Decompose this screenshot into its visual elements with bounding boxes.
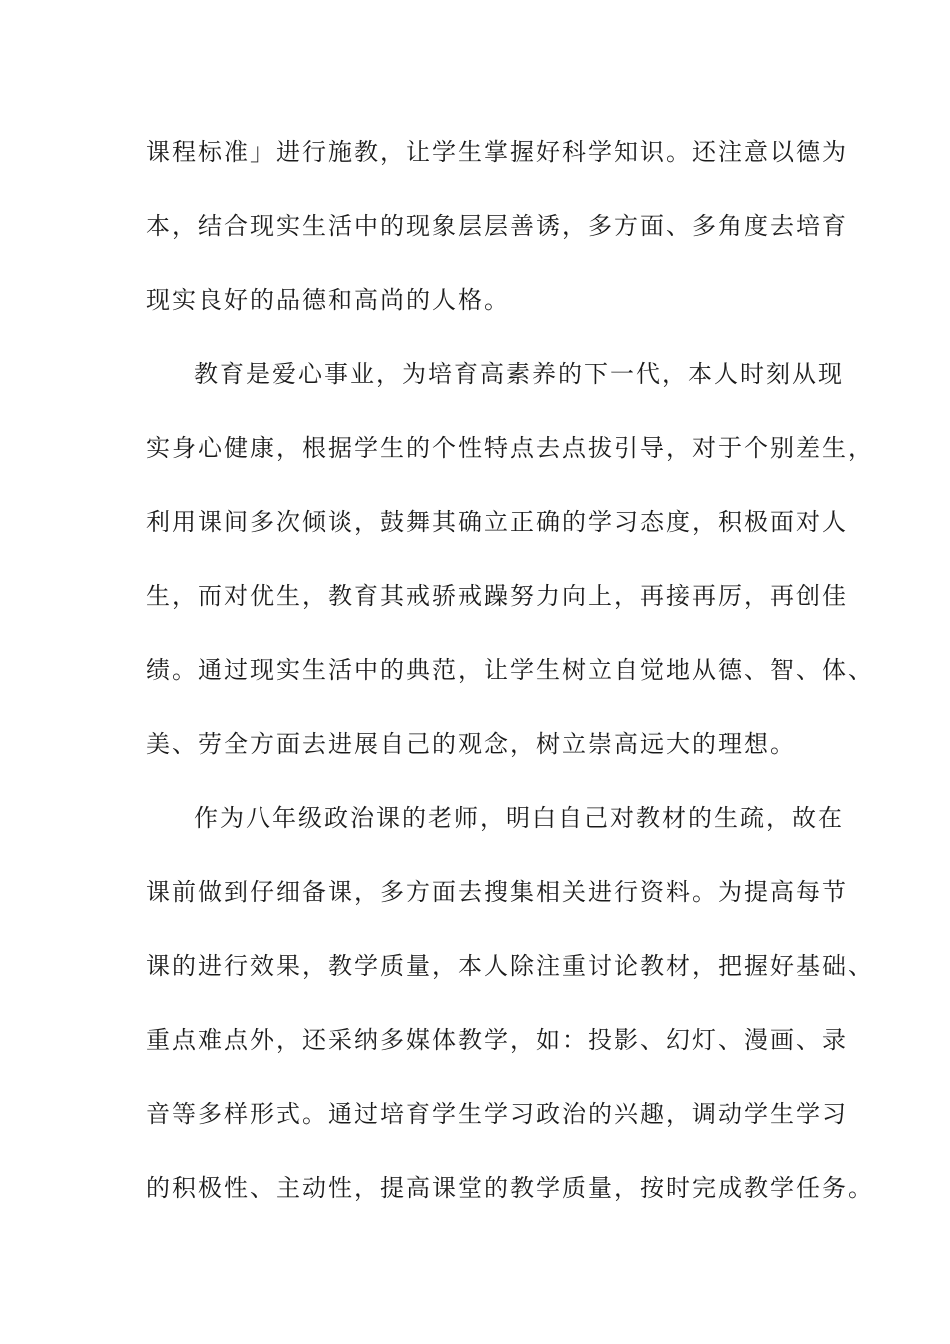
text-line: 重点难点外，还采纳多媒体教学，如：投影、幻灯、漫画、录 bbox=[146, 1026, 848, 1054]
text-line: 生，而对优生，教育其戒骄戒躁努力向上，再接再厉，再创佳 bbox=[146, 582, 848, 610]
text-line: 音等多样形式。通过培育学生学习政治的兴趣，调动学生学习 bbox=[146, 1100, 848, 1128]
text-line: 现实良好的品德和高尚的人格。 bbox=[146, 286, 510, 314]
text-line: 教育是爱心事业，为培育高素养的下一代，本人时刻从现 bbox=[194, 360, 844, 388]
text-line: 实身心健康，根据学生的个性特点去点拔引导，对于个别差生， bbox=[146, 434, 874, 462]
text-line: 的积极性、主动性，提高课堂的教学质量，按时完成教学任务。 bbox=[146, 1174, 874, 1202]
text-line: 美、劳全方面去进展自己的观念，树立崇高远大的理想。 bbox=[146, 730, 796, 758]
text-line: 本，结合现实生活中的现象层层善诱，多方面、多角度去培育 bbox=[146, 212, 848, 240]
text-line: 课程标准」进行施教，让学生掌握好科学知识。还注意以德为 bbox=[146, 138, 848, 166]
text-line: 课的进行效果，教学质量，本人除注重讨论教材，把握好基础、 bbox=[146, 952, 874, 980]
body-text bbox=[146, 130, 874, 1240]
text-line: 作为八年级政治课的老师，明白自己对教材的生疏，故在 bbox=[194, 804, 844, 832]
text-line: 绩。通过现实生活中的典范，让学生树立自觉地从德、智、体、 bbox=[146, 656, 874, 684]
text-line: 利用课间多次倾谈，鼓舞其确立正确的学习态度，积极面对人 bbox=[146, 508, 848, 536]
text-line: 课前做到仔细备课，多方面去搜集相关进行资料。为提高每节 bbox=[146, 878, 848, 906]
